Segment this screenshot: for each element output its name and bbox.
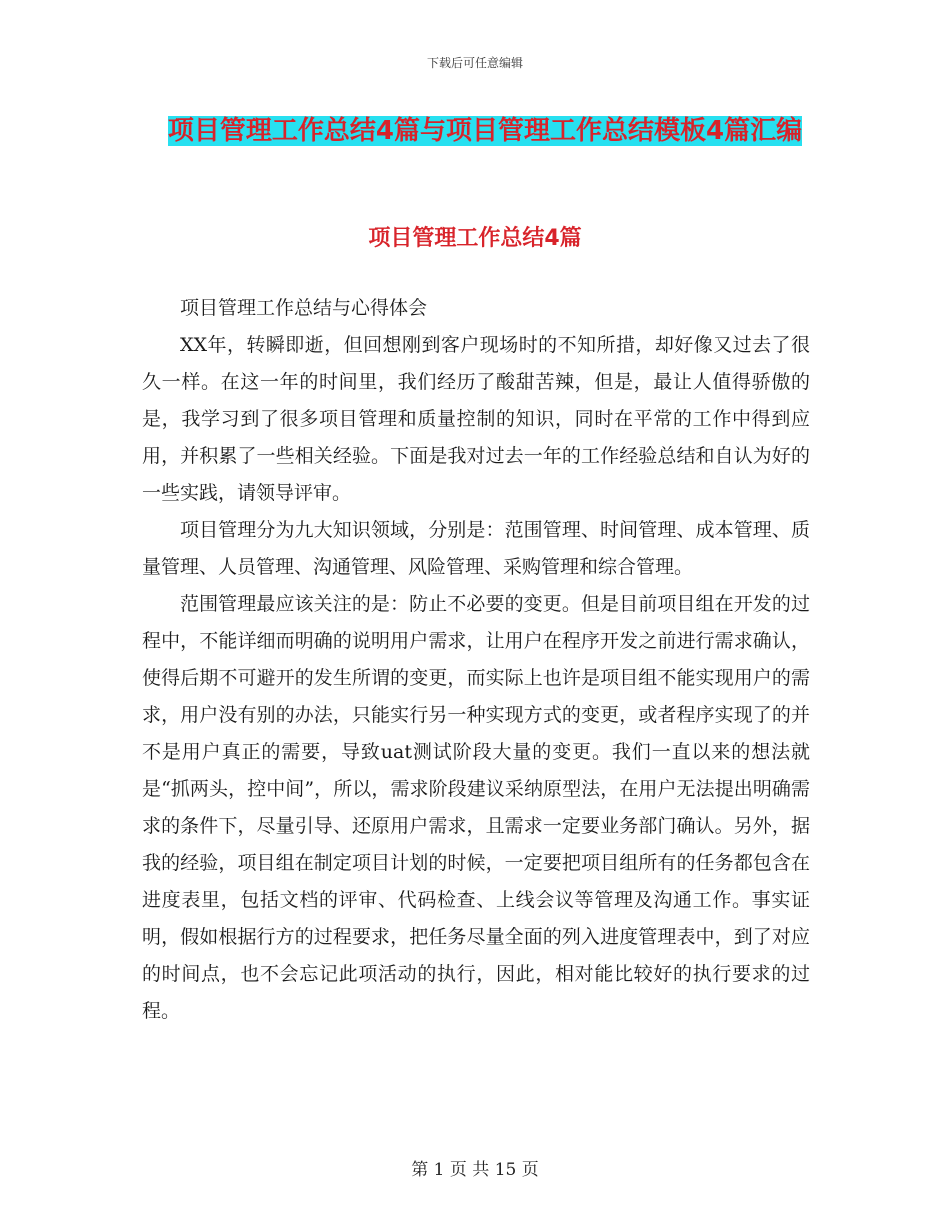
paragraph: 项目管理分为九大知识领域，分别是：范围管理、时间管理、成本管理、质量管理、人员管理、沟通管理、风险管理、采购管理和综合管理。: [142, 519, 810, 578]
document-title: [140, 108, 830, 154]
paragraph: 项目管理工作总结与心得体会: [180, 297, 428, 319]
page-number: 第 1 页 共 15 页: [411, 1160, 539, 1180]
paragraph: 范围管理最应该关注的是：防止不必要的变更。但是目前项目组在开发的过程中，不能详细而明确的说明用户需求，让用户在程序开发之前进行需求确认，使得后期不可避开的发生所谓的变更，而实际上也许是项目组不能实现用户的需求，用户没有别的办法，只能实行另一种实现方式的变更，或者程序实现了的并不是用户真正的需要，导致uat测试阶段大量的变更。我们一直以来的想法就是“抓两头，控中间”，所以，需求阶段建议采纳原型法，在用户无法提出明确需求的条件下，尽量引导、还原用户需求，且需求一定要业务部门确认。另外，据我的经验，项目组在制定项目计划的时候，一定要把项目组所有的任务都包含在进度表里，包括文档的评审、代码检查、上线会议等管理及沟通工作。事实证明，假如根据行方的过程要求，把任务尽量全面的列入进度管理表中，到了对应的时间点，也不会忘记此项活动的执行，因此，相对能比较好的执行要求的过程。: [142, 593, 810, 1022]
section-title: 项目管理工作总结4篇: [368, 226, 582, 251]
paragraph: XX年，转瞬即逝，但回想刚到客户现场时的不知所措，却好像又过去了很久一样。在这一年的时间里，我们经历了酸甜苦辣，但是，最让人值得骄傲的是，我学习到了很多项目管理和质量控制的知识，同时在平常的工作中得到应用，并积累了一些相关经验。下面是我对过去一年的工作经验总结和自认为好的一些实践，请领导评审。: [142, 334, 810, 504]
document-title-text: 项目管理工作总结4篇与项目管理工作总结模板4篇汇编: [167, 116, 803, 146]
document-body: [142, 290, 810, 1030]
header-note: 下载后可任意编辑: [426, 56, 523, 70]
